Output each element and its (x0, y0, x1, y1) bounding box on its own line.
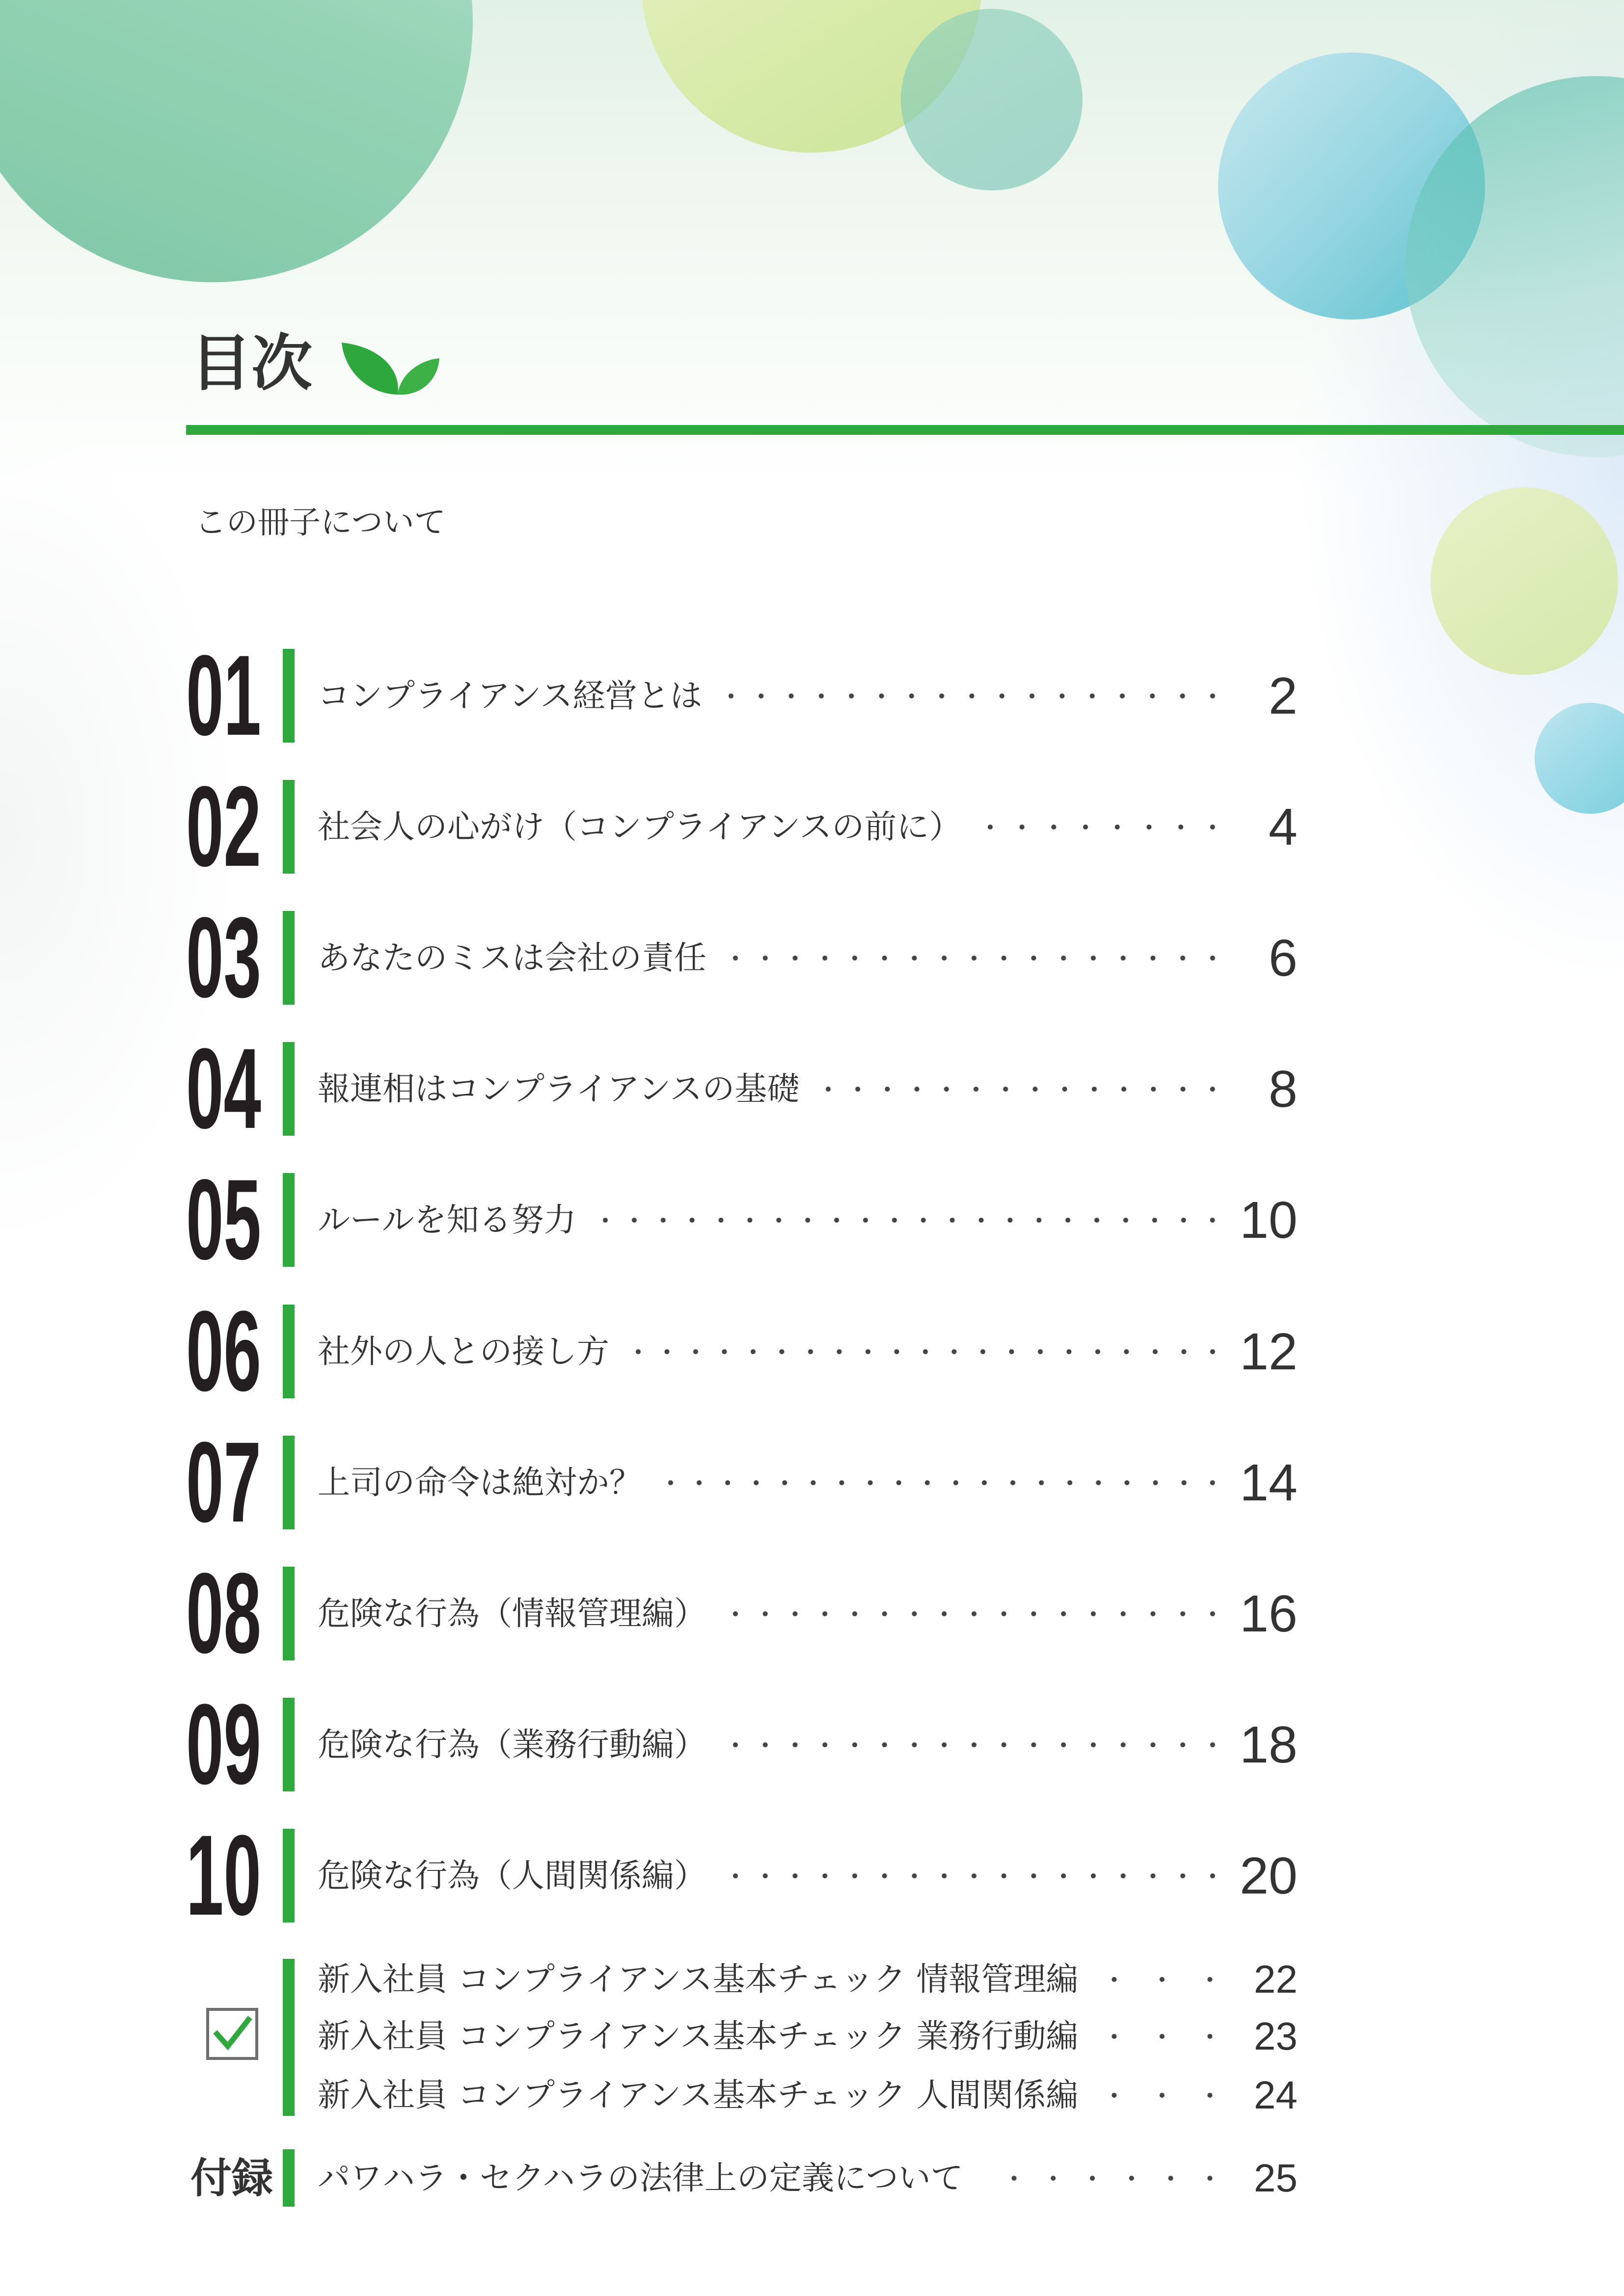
appendix-label: 付録 (190, 2154, 273, 2202)
chapter-title: 報連相はコンプライアンスの基礎 (318, 1069, 800, 1108)
dot-leader (814, 1084, 1227, 1094)
chapter-number: 04 (186, 1025, 261, 1152)
chapter-number: 06 (186, 1287, 261, 1415)
title-divider (186, 425, 1624, 435)
accent-bar (283, 1698, 295, 1791)
toc-entry-07[interactable] (186, 1418, 1298, 1546)
checkbox-checked-icon (205, 2007, 259, 2061)
accent-bar (283, 1567, 295, 1660)
dot-leader (998, 2173, 1226, 2183)
decor-circle (0, 0, 473, 282)
accent-bar (283, 911, 295, 1005)
checklist-section (186, 1959, 1298, 2116)
chapter-title: 危険な行為（情報管理編） (318, 1594, 706, 1632)
page-number: 12 (1240, 1322, 1298, 1381)
chapter-number: 02 (186, 763, 261, 890)
page-number: 10 (1240, 1191, 1298, 1249)
checklist-title: 新入社員 コンプライアンス基本チェック 情報管理編 (318, 1960, 1079, 1998)
toc-entry-02[interactable] (186, 763, 1298, 890)
chapter-title: ルールを知る努力 (318, 1201, 576, 1239)
toc-entry-04[interactable] (186, 1025, 1298, 1152)
page-number: 23 (1254, 2014, 1298, 2058)
chapter-number: 07 (186, 1418, 261, 1546)
chapter-title: 社会人の心がけ（コンプライアンスの前に） (318, 807, 962, 846)
accent-bar (283, 1173, 295, 1267)
page-number: 24 (1254, 2073, 1298, 2117)
accent-bar (283, 649, 295, 743)
toc-entry-10[interactable] (186, 1812, 1298, 1939)
chapter-title: 上司の命令は絶対か？ (318, 1463, 642, 1501)
accent-bar (283, 2149, 295, 2207)
page-number: 14 (1240, 1453, 1298, 1512)
appendix-title: パワハラ・セクハラの法律上の定義について (318, 2159, 963, 2197)
chapter-number: 03 (186, 894, 261, 1021)
chapter-title: 危険な行為（人間関係編） (318, 1856, 706, 1895)
page-number: 8 (1269, 1060, 1298, 1118)
chapter-number: 09 (186, 1681, 261, 1808)
dot-leader (721, 1871, 1227, 1881)
chapter-title: 危険な行為（業務行動編） (318, 1725, 706, 1763)
page-number: 4 (1269, 798, 1298, 856)
dot-leader (976, 822, 1227, 832)
toc-entry-01[interactable] (186, 632, 1298, 759)
checklist-title: 新入社員 コンプライアンス基本チェック 人間関係編 (318, 2076, 1079, 2114)
dot-leader (721, 1609, 1227, 1619)
dot-leader (1098, 1975, 1226, 1984)
page-number: 2 (1269, 667, 1298, 725)
dot-leader (656, 1478, 1227, 1488)
dot-leader (721, 1740, 1227, 1750)
decor-circle (1535, 703, 1624, 814)
chapter-number: 10 (186, 1812, 261, 1939)
toc-entry-checklist[interactable] (318, 1957, 1298, 2001)
decor-circle (901, 9, 1083, 190)
dot-leader (591, 1215, 1227, 1225)
accent-bar (283, 1042, 295, 1136)
chapter-title: コンプライアンス経営とは (318, 676, 703, 715)
checklist-title: 新入社員 コンプライアンス基本チェック 業務行動編 (318, 2017, 1079, 2055)
toc-entry-08[interactable] (186, 1549, 1298, 1677)
chapter-number: 01 (186, 632, 261, 759)
toc-entry-09[interactable] (186, 1681, 1298, 1808)
toc-entry-06[interactable] (186, 1287, 1298, 1415)
chapter-number: 08 (186, 1549, 261, 1677)
chapter-title: 社外の人との接し方 (318, 1332, 609, 1370)
page-number: 20 (1240, 1846, 1298, 1905)
chapter-title: あなたのミスは会社の責任 (318, 938, 706, 977)
accent-bar (283, 1436, 295, 1529)
dot-leader (721, 953, 1227, 963)
dot-leader (1098, 2090, 1226, 2100)
leaf-icon (340, 339, 440, 398)
toc-entry-checklist[interactable] (318, 2073, 1298, 2117)
dot-leader (1098, 2031, 1226, 2041)
page-title: 目次 (190, 328, 313, 399)
accent-bar (283, 1305, 295, 1398)
page-number: 22 (1254, 1957, 1298, 2001)
accent-bar (283, 780, 295, 874)
toc-entry-05[interactable] (186, 1156, 1298, 1283)
page-number: 25 (1254, 2156, 1298, 2200)
page-number: 6 (1269, 929, 1298, 987)
chapter-number: 05 (186, 1156, 261, 1283)
dot-leader (624, 1347, 1227, 1357)
accent-bar (283, 1829, 295, 1922)
toc-entry-appendix[interactable] (186, 2149, 1298, 2207)
toc-entry-checklist[interactable] (318, 2014, 1298, 2058)
accent-bar (283, 1959, 295, 2116)
dot-leader (717, 691, 1227, 701)
toc-entry-about[interactable]: この冊子について (195, 505, 446, 541)
decor-circle (1431, 487, 1618, 675)
page-number: 18 (1240, 1715, 1298, 1774)
page-number: 16 (1240, 1584, 1298, 1643)
toc-entry-03[interactable] (186, 894, 1298, 1021)
